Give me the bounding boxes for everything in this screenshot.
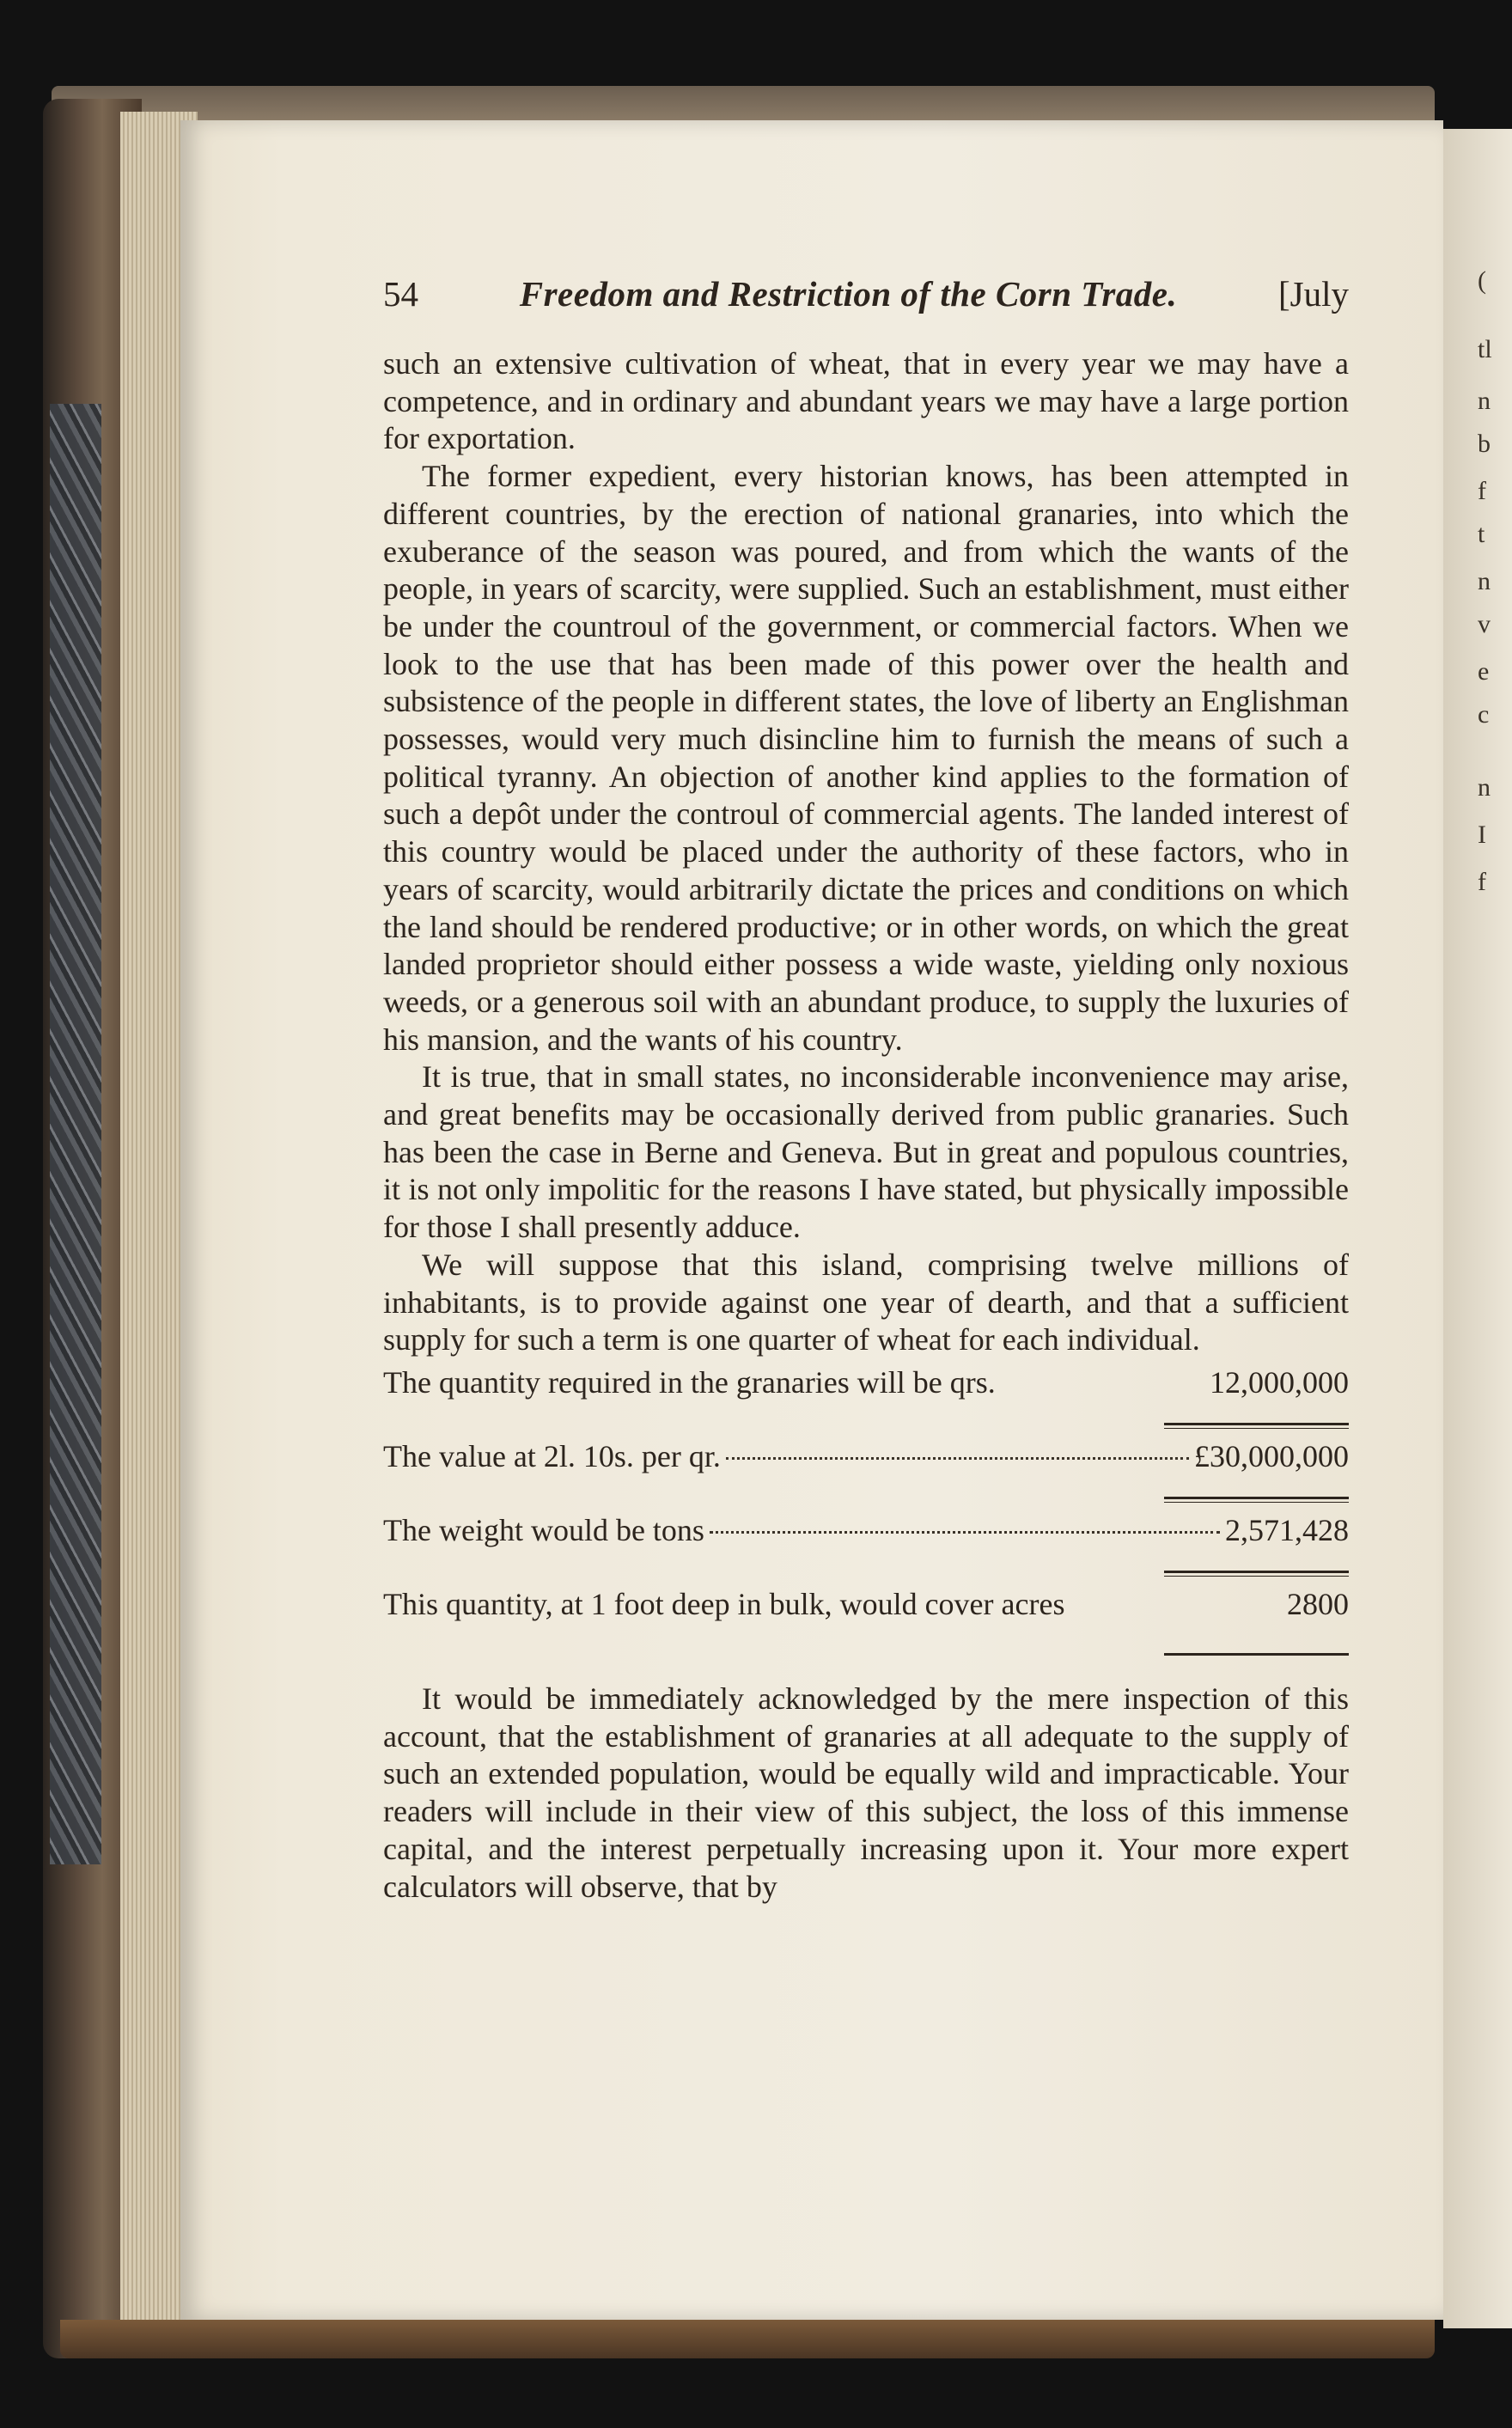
paragraph: such an extensive cultivation of wheat, that in every year we may have a competence, and in ordinary and abundant years we may have a large portion for exportation. xyxy=(383,346,1349,456)
marbled-cover xyxy=(50,404,101,1864)
calc-label: The value at 2l. 10s. per qr. xyxy=(383,1438,721,1473)
running-title: Freedom and Restriction of the Corn Trade. xyxy=(519,274,1178,314)
facing-fragment: b xyxy=(1478,430,1491,458)
calc-label: This quantity, at 1 foot deep in bulk, would cover acres xyxy=(383,1586,1065,1621)
page-text xyxy=(383,273,1349,1906)
facing-fragment: f xyxy=(1478,477,1486,505)
leader-dots xyxy=(710,1531,1220,1534)
rule xyxy=(383,1414,1349,1438)
facing-fragment: e xyxy=(1478,657,1490,686)
book-cover-bottom-edge xyxy=(60,2320,1435,2358)
facing-fragment: t xyxy=(1478,520,1485,548)
facing-fragment: ( xyxy=(1478,266,1486,295)
calculation-table xyxy=(383,1364,1349,1667)
rule xyxy=(383,1488,1349,1512)
paragraph: It is true, that in small states, no inconsiderable inconvenience may arise, and great benefits may be occasionally derived from public granaries. Such has been the case in Berne and Geneva. But in great and populous countries, it is not only impolitic for the reasons I have stated, but physically impossible for those I shall presently adduce. xyxy=(383,1059,1349,1245)
facing-fragment: tl xyxy=(1478,335,1492,363)
calc-row xyxy=(383,1512,1349,1562)
paragraph: We will suppose that this island, comprising twelve millions of inhabitants, is to provide against one year of dearth, and that a sufficient supply for such a term is one quarter of wheat for each individual. xyxy=(383,1247,1349,1357)
paragraph: The former expedient, every historian knows, has been attempted in different countries, by the erection of national granaries, into which the exuberance of the season was poured, and from which the wants of the people, in years of scarcity, were supplied. Such an establishment, must either be under the countroul of the government, or commercial factors. When we look to the use that has been made of this power over the health and subsistence of the people in different states, the love of liberty an Englishman possesses, would very much disincline him to furnish the means of such a political tyranny. An objection of another kind applies to the formation of such a depôt under the controul of commercial agents. The landed interest of this country would be placed under the authority of these factors, who in years of scarcity, would arbitrarily dictate the prices and conditions on which the land should be rendered productive; or in other words, on which the great landed proprietor should either possess a wide waste, yielding only noxious weeds, or a generous soil with an abundant produce, to supply the luxuries of his mansion, and the wants of his country. xyxy=(383,459,1349,1057)
facing-fragment: n xyxy=(1478,387,1491,415)
calc-value: £30,000,000 xyxy=(1194,1438,1349,1473)
rule xyxy=(383,1562,1349,1586)
facing-fragment: v xyxy=(1478,610,1491,638)
calc-row xyxy=(383,1364,1349,1414)
calc-value: 2,571,428 xyxy=(1225,1512,1349,1547)
page-number: 54 xyxy=(383,274,418,314)
facing-fragment: c xyxy=(1478,700,1490,729)
calc-row xyxy=(383,1586,1349,1636)
book-cover-top-edge xyxy=(52,86,1435,120)
calc-value: 2800 xyxy=(1287,1586,1349,1621)
facing-page-edge xyxy=(1443,129,1512,2328)
rule xyxy=(383,1643,1349,1667)
facing-fragment: f xyxy=(1478,868,1486,896)
facing-fragment: n xyxy=(1478,567,1491,595)
facing-fragment: n xyxy=(1478,773,1491,802)
calc-value: 12,000,000 xyxy=(1210,1364,1349,1400)
leader-dots xyxy=(726,1457,1189,1460)
calc-row xyxy=(383,1438,1349,1488)
running-month: [July xyxy=(1278,274,1349,314)
running-header xyxy=(383,273,1349,330)
calc-label: The weight would be tons xyxy=(383,1512,704,1547)
facing-fragment: I xyxy=(1478,821,1486,849)
paragraph: It would be immediately acknowledged by the mere inspection of this account, that the establishment of granaries at all adequate to the supply of such an extended population, would be equally wild and impracticable. Your readers will include in their view of this subject, the loss of this immense capital, and the interest perpetually increasing upon it. Your more expert calculators will observe, that by xyxy=(383,1681,1349,1904)
calc-label: The quantity required in the granaries will be qrs. xyxy=(383,1364,996,1400)
